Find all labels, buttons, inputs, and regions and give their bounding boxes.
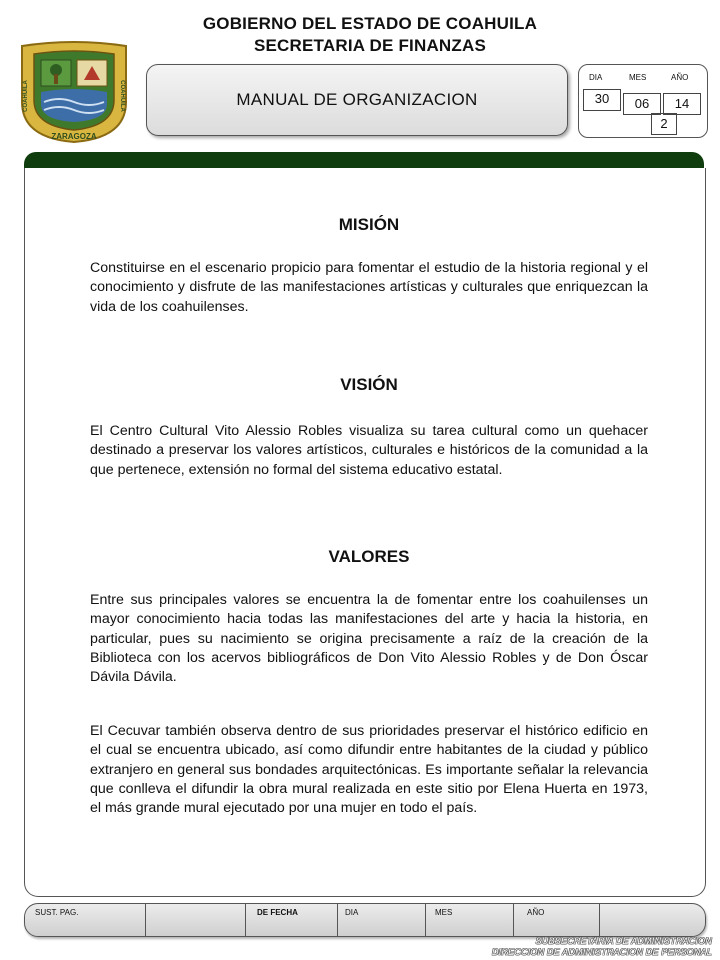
footer-divider xyxy=(425,904,426,936)
vision-heading: VISIÓN xyxy=(340,375,398,394)
footer-divider xyxy=(245,904,246,936)
subsecretaria-note: SUBSECRETARIA DE ADMINISTRACION xyxy=(535,936,712,946)
vision-text: El Centro Cultural Vito Alessio Robles visualiza su tarea cultural como un quehacer destinado a preservar los valores artísticos, culturales e históricos de la comunidad a la que pertenece, extensión no formal del sistema educativo estatal. xyxy=(90,423,648,478)
footer-divider xyxy=(513,904,514,936)
footer-bar xyxy=(24,903,706,937)
valores-heading: VALORES xyxy=(328,547,410,566)
direccion-note: DIRECCION DE ADMINISTRACION DE PERSONAL xyxy=(492,947,712,957)
date-month-value: 06 xyxy=(623,93,661,115)
page-number: 2 xyxy=(651,113,677,135)
footer-sust-pag-label: SUST. PAG. xyxy=(35,908,79,917)
valores-text-1: Entre sus principales valores se encuentra la de fomentar entre los coahuilenses un mayor conocimiento hacia todas las manifestaciones del arte y hacia la historia, en particular, pues su nacimiento se origina precisamente a raíz de la creación de la Biblioteca con los acervos bibliográficos de Don Vito Alessio Robles y de Don Óscar Dávila Dávila. xyxy=(90,592,648,686)
manual-title: MANUAL DE ORGANIZACION xyxy=(236,90,478,109)
footer-divider xyxy=(599,904,600,936)
date-day-label: DIA xyxy=(589,73,603,82)
valores-text-2: El Cecuvar también observa dentro de sus prioridades preservar el histórico edificio en el cual se encuentra ubicado, así como difundir entre habitantes de la ciudad y público extranjero en general sus bondades arquitectónicas. Es importante señalar la relevancia que conlleva el difundir la obra mural realizada en este sitio por Elena Huerta en 1973, el más grande mural ejecutado por una mujer en todo el país. xyxy=(90,723,648,817)
government-title: GOBIERNO DEL ESTADO DE COAHUILA xyxy=(202,14,538,33)
footer-divider xyxy=(145,904,146,936)
date-year-label: AÑO xyxy=(671,73,689,82)
mision-heading: MISIÓN xyxy=(338,215,400,234)
manual-title-box xyxy=(146,64,568,136)
svg-text:COAHUILA: COAHUILA xyxy=(23,80,29,112)
svg-text:ZARAGOZA: ZARAGOZA xyxy=(51,132,97,141)
footer-anio-label: AÑO xyxy=(527,908,545,917)
date-month-label: MES xyxy=(629,73,647,82)
footer-mes-label: MES xyxy=(435,908,453,917)
footer-de-fecha-label: DE FECHA xyxy=(257,908,298,917)
mision-text: Constituirse en el escenario propicio para fomentar el estudio de la historia regional y el conocimiento y disfrute de las manifestaciones artísticas y culturales que enriquezcan la vida de los coahuilenses. xyxy=(90,260,648,315)
secretariat-title: SECRETARIA DE FINANZAS xyxy=(253,36,487,55)
svg-text:COAHUILA: COAHUILA xyxy=(119,80,125,112)
date-box xyxy=(578,64,708,138)
footer-divider xyxy=(337,904,338,936)
footer-dia-label: DIA xyxy=(345,908,359,917)
date-day-value: 30 xyxy=(583,89,621,111)
date-year-value: 14 xyxy=(663,93,701,115)
coat-of-arms-emblem xyxy=(14,40,134,144)
